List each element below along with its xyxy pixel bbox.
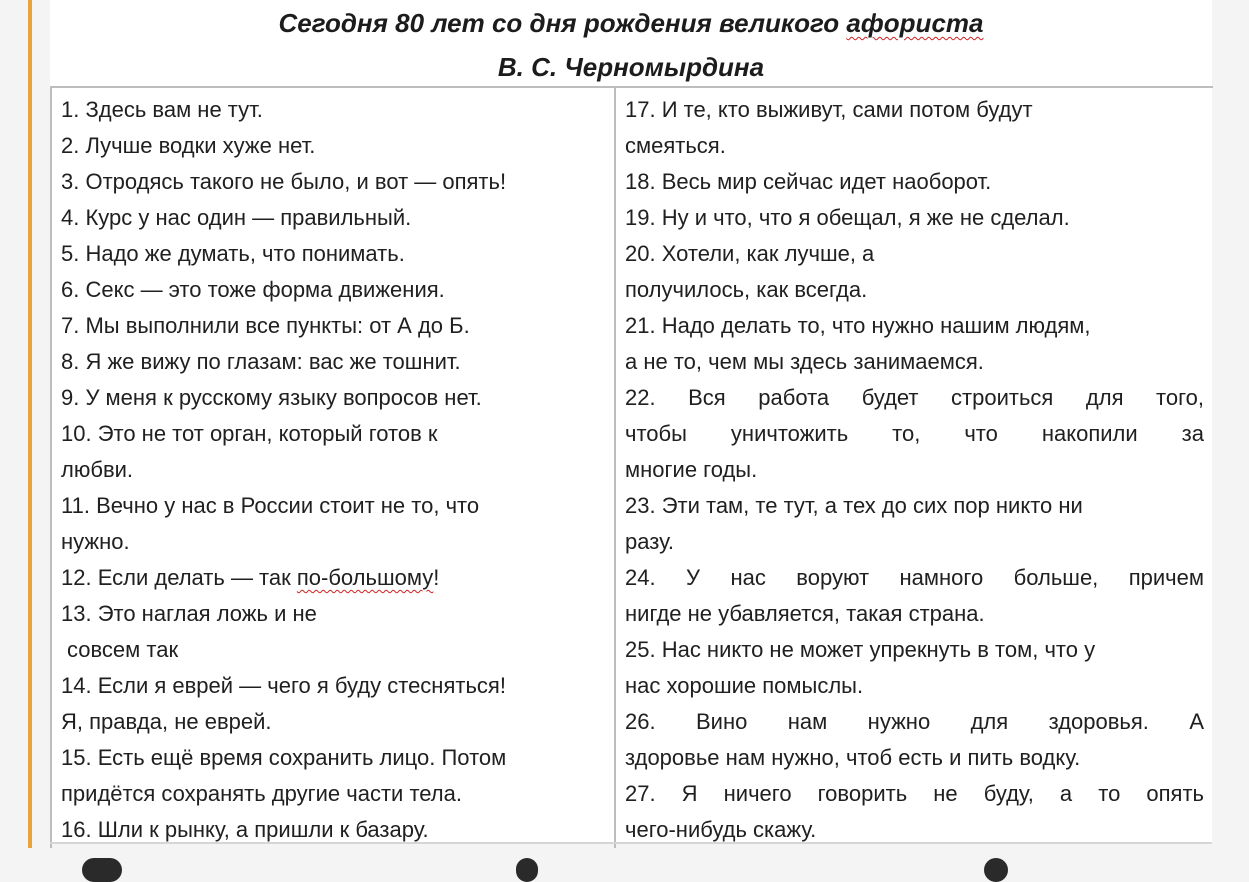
cropped-text-fragment <box>82 858 122 882</box>
document-page <box>50 0 1212 844</box>
aphorism-line <box>625 380 1204 416</box>
aphorism-text: получилось, как всегда. <box>625 277 868 302</box>
aphorism-line <box>61 632 605 668</box>
cropped-text-fragment <box>984 858 1008 882</box>
aphorism-text: 13. Это наглая ложь и не <box>61 601 317 626</box>
aphorism-text: 9. У меня к русскому языку вопросов нет. <box>61 385 482 410</box>
aphorism-line <box>625 128 1204 164</box>
aphorism-text: 17. И те, кто выживут, сами потом будут <box>625 97 1033 122</box>
aphorism-line <box>61 308 605 344</box>
bottom-rule <box>50 842 1212 844</box>
aphorism-line <box>61 272 605 308</box>
aphorism-line <box>625 488 1204 524</box>
aphorism-line <box>625 416 1204 452</box>
aphorism-text: 22. Вся работа будет строиться для того, <box>625 385 1204 410</box>
aphorism-line <box>61 704 605 740</box>
aphorism-text: чтобы уничтожить то, что накопили за <box>625 421 1204 446</box>
aphorism-text: 20. Хотели, как лучше, а <box>625 241 875 266</box>
aphorism-line <box>625 452 1204 488</box>
aphorism-text: чего-нибудь скажу. <box>625 817 817 842</box>
aphorism-line <box>61 92 605 128</box>
aphorism-line <box>61 416 605 452</box>
aphorism-line <box>61 740 605 776</box>
aphorism-text: 3. Отродясь такого не было, и вот — опять! <box>61 169 507 194</box>
aphorism-line <box>61 200 605 236</box>
aphorism-line <box>625 164 1204 200</box>
aphorism-text: 5. Надо же думать, что понимать. <box>61 241 405 266</box>
aphorism-text: нужно. <box>61 529 130 554</box>
aphorism-text: 14. Если я еврей — чего я буду стесняться! <box>61 673 506 698</box>
aphorism-line <box>625 200 1204 236</box>
aphorism-line <box>625 776 1204 812</box>
aphorism-line <box>625 668 1204 704</box>
title-text: Сегодня 80 лет со дня рождения великого <box>278 8 847 38</box>
aphorism-text: 19. Ну и что, что я обещал, я же не сделал. <box>625 205 1070 230</box>
aphorism-line <box>625 524 1204 560</box>
spellcheck-word: по-большому <box>296 565 434 590</box>
cropped-text-fragment <box>516 858 538 882</box>
aphorism-text: 24. У нас воруют намного больше, причем <box>625 565 1204 590</box>
aphorism-text: 21. Надо делать то, что нужно нашим людям, <box>625 313 1091 338</box>
left-column <box>51 87 615 848</box>
aphorism-line <box>61 596 605 632</box>
aphorism-text: разу. <box>625 529 674 554</box>
aphorism-line <box>61 560 605 596</box>
title-line-2: В. С. Черномырдина <box>497 52 765 82</box>
aphorism-text: 11. Вечно у нас в России стоит не то, что <box>61 493 480 518</box>
aphorism-line <box>61 344 605 380</box>
aphorism-line <box>625 272 1204 308</box>
aphorism-line <box>625 704 1204 740</box>
aphorism-text: 27. Я ничего говорить не буду, а то опять <box>625 781 1204 806</box>
aphorism-line <box>625 740 1204 776</box>
aphorism-text: 25. Нас никто не может упрекнуть в том, что у <box>625 637 1096 662</box>
right-column <box>615 87 1213 848</box>
aphorism-line <box>625 308 1204 344</box>
aphorism-line <box>61 668 605 704</box>
aphorism-text: нас хорошие помыслы. <box>625 673 864 698</box>
aphorism-text: нигде не убавляется, такая страна. <box>625 601 985 626</box>
aphorism-line <box>61 524 605 560</box>
aphorism-text: здоровье нам нужно, чтоб есть и пить водку. <box>625 745 1081 770</box>
aphorism-text: Я, правда, не еврей. <box>61 709 272 734</box>
aphorism-line <box>625 236 1204 272</box>
aphorism-text: придётся сохранять другие части тела. <box>61 781 462 806</box>
title-line-1 <box>50 8 1212 39</box>
aphorism-text: 2. Лучше водки хуже нет. <box>61 133 316 158</box>
aphorism-text: любви. <box>61 457 134 482</box>
aphorism-line <box>625 632 1204 668</box>
aphorism-line <box>61 164 605 200</box>
aphorism-text: 23. Эти там, те тут, а тех до сих пор никто ни <box>625 493 1083 518</box>
aphorism-text: 18. Весь мир сейчас идет наоборот. <box>625 169 992 194</box>
aphorism-text: а не то, чем мы здесь занимаемся. <box>625 349 984 374</box>
aphorism-line <box>61 488 605 524</box>
aphorism-text: 7. Мы выполнили все пункты: от А до Б. <box>61 313 470 338</box>
aphorism-text: смеяться. <box>625 133 726 158</box>
aphorism-text: 10. Это не тот орган, который готов к <box>61 421 438 446</box>
aphorism-text: совсем так <box>67 637 179 662</box>
aphorism-text: 26. Вино нам нужно для здоровья. А <box>625 709 1204 734</box>
aphorism-line <box>61 452 605 488</box>
aphorism-text: 8. Я же вижу по глазам: вас же тошнит. <box>61 349 461 374</box>
aphorism-text: 6. Секс — это тоже форма движения. <box>61 277 445 302</box>
aphorism-line <box>61 380 605 416</box>
aphorism-text: 15. Есть ещё время сохранить лицо. Потом <box>61 745 507 770</box>
aphorism-line <box>61 236 605 272</box>
aphorism-text-end: ! <box>433 565 440 590</box>
title-spellcheck-word: афориста <box>846 8 984 38</box>
aphorism-text: 16. Шли к рынку, а пришли к базару. <box>61 817 429 842</box>
aphorism-text: 12. Если делать — так <box>61 565 297 590</box>
aphorism-line <box>625 596 1204 632</box>
accent-bar <box>28 0 32 848</box>
aphorism-text: многие годы. <box>625 457 758 482</box>
aphorism-text: 4. Курс у нас один — правильный. <box>61 205 412 230</box>
aphorism-table <box>50 86 1213 848</box>
aphorism-text: 1. Здесь вам не тут. <box>61 97 263 122</box>
aphorism-line <box>61 776 605 812</box>
aphorism-line <box>625 344 1204 380</box>
aphorism-line <box>625 92 1204 128</box>
aphorism-line <box>61 128 605 164</box>
aphorism-line <box>625 560 1204 596</box>
